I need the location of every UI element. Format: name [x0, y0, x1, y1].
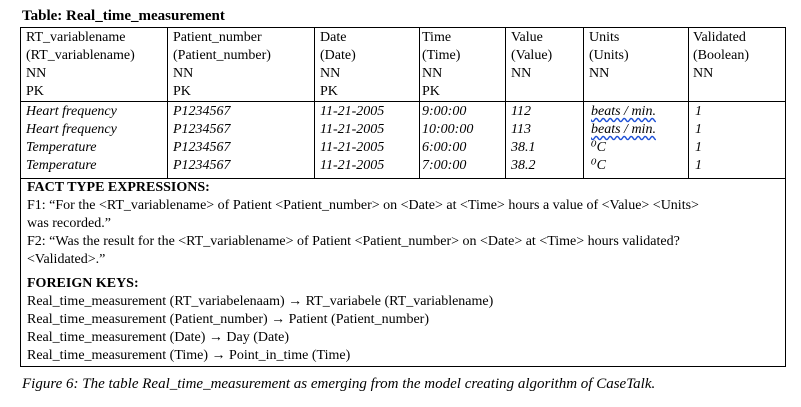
fact-type-section — [27, 179, 699, 269]
table-cell: ⁰C — [591, 158, 606, 173]
table-cell: Heart frequency — [26, 104, 117, 119]
table-cell: 11-21-2005 — [320, 158, 385, 173]
foreign-keys-heading: FOREIGN KEYS: — [27, 276, 139, 291]
table-cell: 113 — [511, 122, 531, 137]
table-cell: Heart frequency — [26, 122, 117, 137]
table-cell: 1 — [695, 158, 702, 173]
table-box — [20, 27, 786, 367]
foreign-keys-section — [27, 275, 493, 365]
table-cell: 38.1 — [511, 140, 536, 155]
table-cell: P1234567 — [173, 140, 231, 155]
fact-type-heading: FACT TYPE EXPRESSIONS: — [27, 180, 210, 195]
table-cell: 10:00:00 — [422, 122, 474, 137]
table-cell: P1234567 — [173, 122, 231, 137]
header-cell-validated: Validated (Boolean) NN — [693, 30, 749, 81]
header-cell-value: Value (Value) NN — [511, 30, 553, 81]
table-cell: 7:00:00 — [422, 158, 467, 173]
col-divider — [688, 28, 689, 178]
table-cell: 1 — [695, 122, 702, 137]
fact-f1-continued: was recorded.” — [27, 216, 111, 231]
foreign-key-item: Real_time_measurement (Date) → Day (Date) — [27, 330, 290, 345]
col-divider — [505, 28, 506, 178]
table-cell: 11-21-2005 — [320, 140, 385, 155]
col-divider — [167, 28, 168, 178]
header-cell-rt-variablename: RT_variablename (RT_variablename) NN PK — [26, 30, 135, 99]
table-cell: Temperature — [26, 158, 97, 173]
table-cell: 112 — [511, 104, 531, 119]
data-column-validated — [695, 103, 702, 175]
table-title: Table: Real_time_measurement — [22, 8, 225, 24]
table-cell: Temperature — [26, 140, 97, 155]
table-cell: 1 — [695, 104, 702, 119]
foreign-key-item: Real_time_measurement (Time) → Point_in_time (Time) — [27, 348, 351, 363]
table-cell: beats / min. — [591, 104, 656, 119]
data-column-value — [511, 103, 536, 175]
fact-f2: F2: “Was the result for the <RT_variablename> of Patient <Patient_number> on <Date> at <Time> hours validated? — [27, 234, 680, 249]
header-cell-time: Time (Time) NN PK — [422, 30, 461, 99]
col-divider — [419, 28, 420, 178]
figure-caption: Figure 6: The table Real_time_measurement as emerging from the model creating algorithm of CaseTalk. — [22, 376, 656, 392]
fact-f2-continued: <Validated>.” — [27, 252, 106, 267]
table-cell: beats / min. — [591, 122, 656, 137]
data-column-patient-number — [173, 103, 231, 175]
col-divider — [314, 28, 315, 178]
table-cell: ⁰C — [591, 140, 606, 155]
data-column-units — [591, 103, 656, 175]
data-column-date — [320, 103, 384, 175]
table-cell: P1234567 — [173, 158, 231, 173]
table-cell: 38.2 — [511, 158, 536, 173]
col-divider — [583, 28, 584, 178]
foreign-key-item: Real_time_measurement (RT_variabelenaam) → RT_variabele (RT_variablename) — [27, 294, 494, 309]
foreign-key-item: Real_time_measurement (Patient_number) → Patient (Patient_number) — [27, 312, 430, 327]
header-cell-patient-number: Patient_number (Patient_number) NN PK — [173, 30, 271, 99]
data-column-time — [422, 103, 473, 175]
header-divider — [21, 101, 785, 102]
table-cell: 6:00:00 — [422, 140, 467, 155]
header-cell-date: Date (Date) NN PK — [320, 30, 356, 99]
header-cell-units: Units (Units) NN — [589, 30, 629, 81]
fact-f1: F1: “For the <RT_variablename> of Patient <Patient_number> on <Date> at <Time> hours a value of <Value> <Units> — [27, 198, 699, 213]
table-cell: 9:00:00 — [422, 104, 467, 119]
table-cell: P1234567 — [173, 104, 231, 119]
data-column-rt-variablename — [26, 103, 117, 175]
table-cell: 11-21-2005 — [320, 104, 385, 119]
table-cell: 1 — [695, 140, 702, 155]
table-cell: 11-21-2005 — [320, 122, 385, 137]
